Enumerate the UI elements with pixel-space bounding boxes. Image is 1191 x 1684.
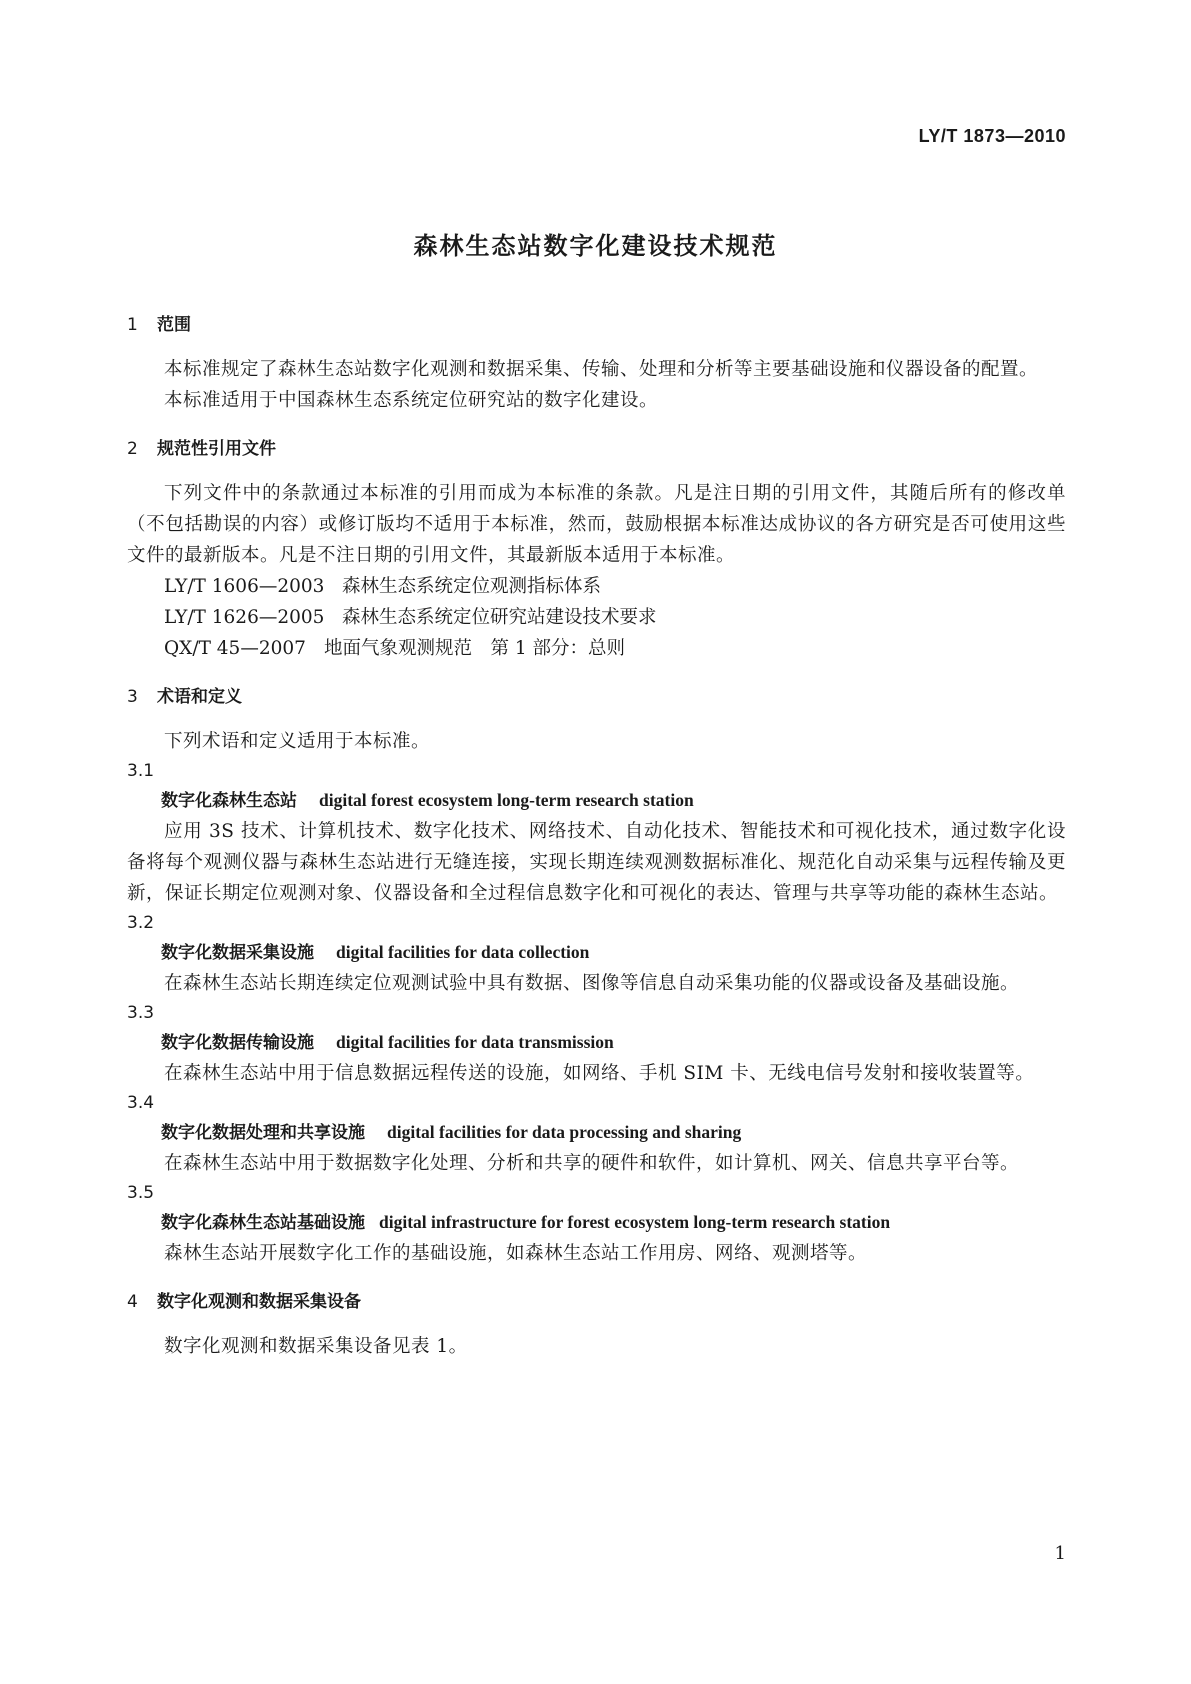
term-heading: [127, 786, 1066, 816]
term-en: digital infrastructure for forest ecosystem long-term research station: [379, 1212, 891, 1232]
section-4-heading: [127, 1287, 1066, 1317]
term-definition: 在森林生态站长期连续定位观测试验中具有数据、图像等信息自动采集功能的仪器或设备及基础设施。: [164, 973, 1020, 994]
term-en: digital facilities for data collection: [336, 942, 590, 962]
section-1-heading: [127, 310, 1066, 340]
term-heading: [127, 1028, 1066, 1058]
paragraph: 数字化观测和数据采集设备见表 1。: [164, 1336, 468, 1357]
section-number: 3: [127, 687, 138, 707]
term-en: digital facilities for data processing and sharing: [387, 1122, 742, 1142]
term-heading: [127, 1208, 1066, 1238]
term-number: 3.3: [127, 1003, 155, 1023]
page-number: 1: [1054, 1543, 1066, 1564]
section-2-heading: [127, 434, 1066, 464]
reference-item: [127, 633, 1066, 664]
section-title: 范围: [157, 315, 191, 335]
reference-code: LY/T 1626—2005: [164, 607, 325, 628]
reference-name: 地面气象观测规范 第 1 部分：总则: [324, 638, 626, 659]
section-number: 4: [127, 1292, 138, 1312]
term-definition: 应用 3S 技术、计算机技术、数字化技术、网络技术、自动化技术、智能技术和可视化技术，通过数字化设备将每个观测仪器与森林生态站进行无缝连接，实现长期连续观测数据标准化、规范化自动采集与远程传输及更新，保证长期定位观测对象、仪器设备和全过程信息数字化和可视化的表达、管理与共享等功能的森林生态站。: [127, 821, 1066, 904]
reference-item: [127, 602, 1066, 633]
term-definition: 在森林生态站中用于数据数字化处理、分析和共享的硬件和软件，如计算机、网关、信息共享平台等。: [164, 1153, 1020, 1174]
term-number: 3.5: [127, 1183, 155, 1203]
paragraph: 本标准规定了森林生态站数字化观测和数据采集、传输、处理和分析等主要基础设施和仪器设备的配置。: [164, 359, 1039, 380]
section-3-heading: [127, 682, 1066, 712]
term-en: digital forest ecosystem long-term research station: [319, 790, 694, 810]
reference-code: LY/T 1606—2003: [164, 576, 325, 597]
term-number: 3.1: [127, 761, 155, 781]
paragraph: 下列文件中的条款通过本标准的引用而成为本标准的条款。凡是注日期的引用文件，其随后所有的修改单（不包括勘误的内容）或修订版均不适用于本标准，然而，鼓励根据本标准达成协议的各方研究是否可使用这些文件的最新版本。凡是不注日期的引用文件，其最新版本适用于本标准。: [127, 483, 1066, 566]
paragraph: 下列术语和定义适用于本标准。: [164, 731, 431, 752]
term-number: 3.4: [127, 1093, 155, 1113]
term-zh: 数字化数据采集设施: [161, 943, 314, 963]
term-heading: [127, 938, 1066, 968]
term-number: 3.2: [127, 913, 155, 933]
term-zh: 数字化森林生态站基础设施: [161, 1213, 365, 1233]
standard-number: LY/T 1873—2010: [918, 126, 1066, 146]
term-heading: [127, 1118, 1066, 1148]
reference-item: [127, 571, 1066, 602]
reference-code: QX/T 45—2007: [164, 638, 306, 659]
term-zh: 数字化数据传输设施: [161, 1033, 314, 1053]
reference-name: 森林生态系统定位研究站建设技术要求: [342, 607, 657, 628]
section-number: 2: [127, 439, 138, 459]
term-definition: 在森林生态站中用于信息数据远程传送的设施，如网络、手机 SIM 卡、无线电信号发射和接收装置等。: [164, 1063, 1035, 1084]
document-body: [127, 310, 1066, 1362]
section-title: 规范性引用文件: [157, 439, 276, 459]
section-title: 数字化观测和数据采集设备: [157, 1292, 361, 1312]
reference-name: 森林生态系统定位观测指标体系: [342, 576, 602, 597]
term-definition: 森林生态站开展数字化工作的基础设施，如森林生态站工作用房、网络、观测塔等。: [164, 1243, 868, 1264]
term-zh: 数字化数据处理和共享设施: [161, 1123, 365, 1143]
document-title: 森林生态站数字化建设技术规范: [413, 232, 778, 260]
section-number: 1: [127, 315, 138, 335]
section-title: 术语和定义: [157, 687, 242, 707]
term-en: digital facilities for data transmission: [336, 1032, 614, 1052]
term-zh: 数字化森林生态站: [161, 791, 297, 811]
paragraph: 本标准适用于中国森林生态系统定位研究站的数字化建设。: [164, 390, 659, 411]
